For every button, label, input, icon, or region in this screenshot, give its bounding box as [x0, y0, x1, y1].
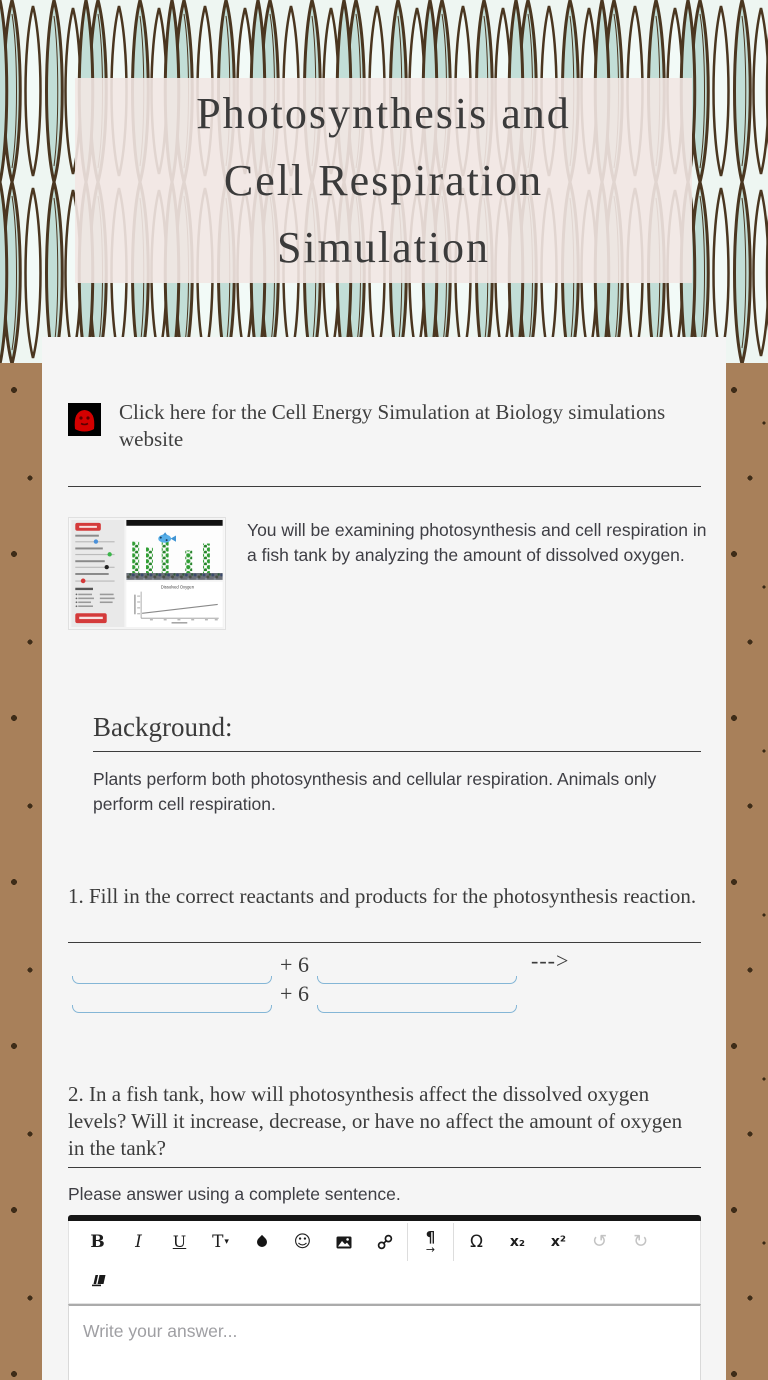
droplet-icon [254, 1235, 268, 1249]
equation-blank-3 [72, 985, 272, 1013]
clear-formatting-button[interactable] [77, 1263, 118, 1297]
answer-area [68, 1304, 701, 1380]
simulation-thumbnail-image [68, 517, 226, 630]
insert-image-button[interactable] [323, 1225, 364, 1259]
answer-textarea[interactable] [69, 1306, 700, 1380]
plus-six-label: + 6 [280, 952, 309, 977]
question2-divider [68, 1167, 701, 1168]
bold-button[interactable]: B [77, 1225, 118, 1259]
equation-blank-2 [317, 956, 517, 984]
page-title-line: Simulation [276, 223, 491, 272]
subscript-button[interactable]: x₂ [497, 1225, 538, 1259]
chevron-down-icon: ▾ [224, 1236, 229, 1247]
question1-divider [68, 942, 701, 943]
font-size-glyph: T [212, 1231, 224, 1252]
page-title-line: Cell Respiration [223, 156, 544, 205]
toolbar-separator [453, 1223, 454, 1261]
undo-button[interactable]: ↺ [579, 1225, 620, 1259]
equation-blank-2-input[interactable] [317, 956, 517, 984]
paragraph-direction-button[interactable] [410, 1225, 451, 1259]
answer-editor [68, 1215, 701, 1380]
equation-blank-4 [317, 985, 517, 1013]
page-title-line: Photosynthesis and [196, 89, 571, 138]
toolbar-row-2 [77, 1261, 692, 1299]
arrow-right-icon: → [425, 1242, 436, 1256]
editor-toolbar [68, 1221, 701, 1304]
thumbnail-graph-title: Dissolved Oxygen [160, 584, 195, 590]
link-icon [377, 1234, 393, 1250]
underline-button[interactable]: U [159, 1225, 200, 1259]
plus-six-label: + 6 [280, 981, 309, 1006]
media-description: You will be examining photosynthesis and cell respiration in a fish tank by analyzing the amount of dissolved oxygen. [247, 520, 707, 565]
section-divider [68, 486, 701, 487]
text-color-button[interactable] [241, 1225, 282, 1259]
toolbar-separator [407, 1223, 408, 1261]
equation-blank-1 [72, 956, 272, 984]
question2-instruction: Please answer using a complete sentence. [68, 1184, 401, 1204]
worksheet-card [42, 337, 726, 1380]
question1-prompt: 1. Fill in the correct reactants and products for the photosynthesis reaction. [68, 884, 697, 908]
special-character-button[interactable]: Ω [456, 1225, 497, 1259]
leaf-pattern-banner [0, 0, 768, 363]
redo-button[interactable]: ↻ [620, 1225, 661, 1259]
equation-row-1 [68, 948, 701, 984]
background-divider [93, 751, 701, 752]
image-icon [336, 1236, 352, 1249]
equation-row-2 [68, 983, 701, 1013]
equation-blank-3-input[interactable] [72, 985, 272, 1013]
equation-blank-4-input[interactable] [317, 985, 517, 1013]
question2-prompt: 2. In a fish tank, how will photosynthesis affect the dissolved oxygen levels? Will it increase, decrease, or have no affect the amount of oxygen in the tank? [68, 1082, 683, 1160]
equation-blank-1-input[interactable] [72, 956, 272, 984]
background-text: Plants perform both photosynthesis and cellular respiration. Animals only perform cell respiration. [93, 769, 657, 814]
worksheet-title-box [75, 78, 692, 283]
reaction-arrow-label: ---> [531, 948, 570, 973]
background-heading: Background: [93, 712, 233, 742]
superscript-button[interactable]: x² [538, 1225, 579, 1259]
italic-button[interactable]: I [118, 1225, 159, 1259]
font-size-button[interactable] [200, 1225, 241, 1259]
emoji-button[interactable]: ☺ [282, 1225, 323, 1259]
pilcrow-icon: ¶ [425, 1227, 436, 1246]
eraser-icon [89, 1274, 107, 1287]
biology-simulations-favicon-icon [68, 403, 101, 436]
cell-energy-simulation-link[interactable]: Click here for the Cell Energy Simulation at Biology simulations website [119, 400, 666, 451]
toolbar-row-1 [77, 1223, 692, 1261]
insert-link-button[interactable] [364, 1225, 405, 1259]
